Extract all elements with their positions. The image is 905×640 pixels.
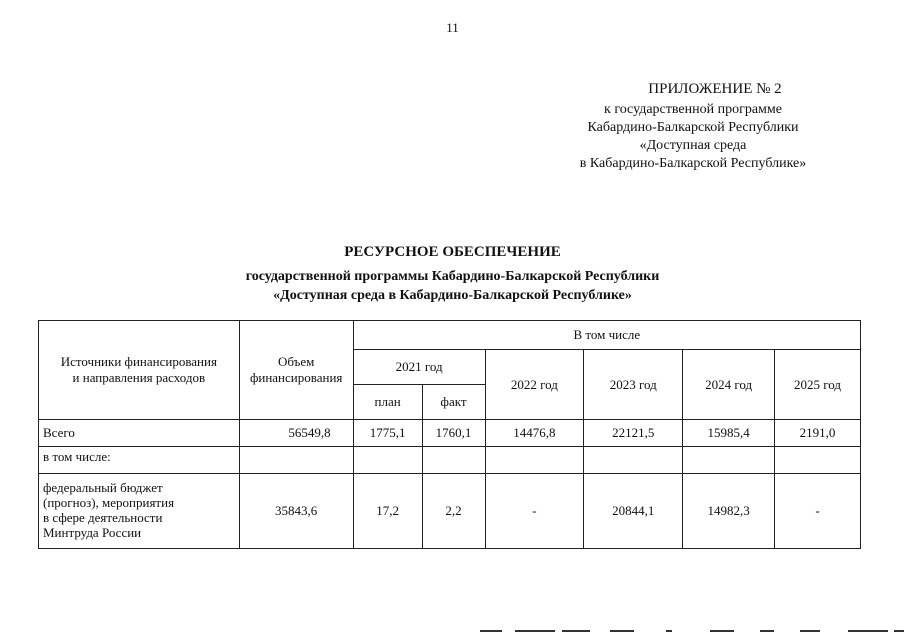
table-row-total: [39, 420, 861, 447]
header-source: Источники финансирования и направления расходов: [39, 321, 240, 420]
cell-fact-2021: 1760,1: [422, 420, 485, 447]
header-plan: план: [353, 385, 422, 420]
appendix-title: ПРИЛОЖЕНИЕ № 2: [648, 81, 782, 97]
cell-plan-2021: 17,2: [353, 474, 422, 549]
cell-volume: 35843,6: [239, 474, 353, 549]
heading-main: РЕСУРСНОЕ ОБЕСПЕЧЕНИЕ: [344, 244, 561, 260]
row-label: в том числе:: [39, 447, 240, 474]
header-year-2022: 2022 год: [485, 350, 584, 420]
cell-2024: 15985,4: [683, 420, 775, 447]
header-including: В том числе: [353, 321, 860, 350]
appendix-line: Кабардино-Балкарской Республики: [587, 120, 799, 135]
scan-artifact-marks: [470, 626, 905, 636]
table-row-federal: [39, 474, 861, 549]
page-number: 11: [446, 20, 459, 35]
table-row-including: [39, 447, 861, 474]
cell-2022: -: [485, 474, 584, 549]
cell-volume: 56549,8: [239, 420, 353, 447]
heading-sub-line: «Доступная среда в Кабардино-Балкарской Республике»: [273, 288, 632, 303]
header-volume: Объем финансирования: [239, 321, 353, 420]
document-heading: [0, 244, 905, 305]
appendix-line: к государственной программе: [604, 102, 782, 117]
resources-table: [38, 320, 861, 549]
appendix-block: [543, 80, 843, 173]
cell-2023: 20844,1: [584, 474, 683, 549]
cell-2023: 22121,5: [584, 420, 683, 447]
cell-2024: 14982,3: [683, 474, 775, 549]
appendix-line: «Доступная среда: [639, 138, 747, 153]
heading-sub-line: государственной программы Кабардино-Балкарской Республики: [245, 269, 660, 284]
cell-fact-2021: 2,2: [422, 474, 485, 549]
cell-2025: 2191,0: [775, 420, 861, 447]
cell-2022: 14476,8: [485, 420, 584, 447]
appendix-line: в Кабардино-Балкарской Республике»: [579, 156, 807, 171]
header-year-2023: 2023 год: [584, 350, 683, 420]
header-year-2025: 2025 год: [775, 350, 861, 420]
header-year-2024: 2024 год: [683, 350, 775, 420]
header-fact: факт: [422, 385, 485, 420]
cell-2025: -: [775, 474, 861, 549]
cell-plan-2021: 1775,1: [353, 420, 422, 447]
row-label: федеральный бюджет (прогноз), мероприятия в сфере деятельности Минтруда России: [39, 474, 240, 549]
row-label: Всего: [39, 420, 240, 447]
header-year-2021: 2021 год: [353, 350, 485, 385]
